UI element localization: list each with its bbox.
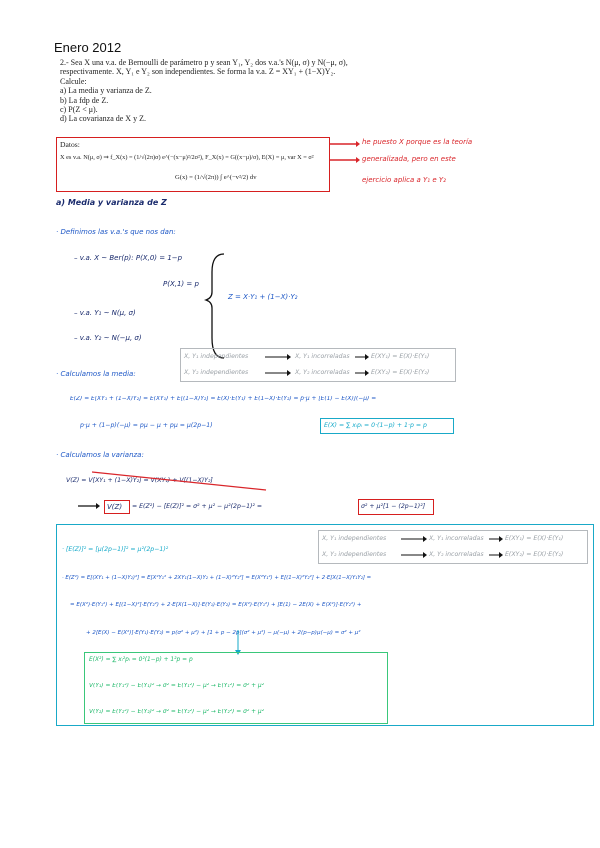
indep-text: X, Y₁ independientes <box>322 535 387 542</box>
def-y1: – v.a. Y₁ ~ N(μ, σ) <box>74 309 136 317</box>
incorr-text: X, Y₁ incorreladas <box>429 535 484 542</box>
arrow-icon <box>265 353 291 361</box>
def-y2: – v.a. Y₂ ~ N(−μ, σ) <box>74 334 142 342</box>
problem-statement <box>60 58 348 124</box>
expect-text: E(XY₁) = E(X)·E(Y₁) <box>505 535 564 542</box>
indep-text: X, Y₁ independientes <box>184 353 249 360</box>
ez2-line1: · E(Z²) = E[(XY₁ + (1−X)Y₂)²] = E[X²Y₁² + 2XY₁(1−X)Y₂ + (1−X)²Y₂²] = E(X²Y₁²) + E[(1−X)²Y₂²] + 2·E[X(1−X)Y₁Y₂] = <box>62 575 372 581</box>
ez-squared: · [E(Z)]² = [μ(2p−1)]² = μ²(2p−1)² <box>62 546 169 553</box>
var-line1: V(Z) = V[XY₁ + (1−X)Y₂] = V(XY₁) + V[(1−X)Y₂] <box>66 477 213 484</box>
section-a-heading: a) Media y varianza de Z <box>56 198 167 207</box>
statement-line: 2.- Sea X una v.a. de Bernoulli de parámetro p y sean Y₁, Y₂ dos v.a.'s N(μ, σ) y N(−μ, σ), <box>60 58 348 67</box>
incorr-text: X, Y₁ incorreladas <box>295 353 350 360</box>
independence-box-2 <box>318 530 588 564</box>
arrow-icon <box>265 369 291 377</box>
arrow-icon <box>489 551 503 559</box>
indep-text: X, Y₂ independientes <box>184 369 249 376</box>
var-line2: = E(Z²) − [E(Z)]² = σ² + μ² − μ²(2p−1)² = <box>132 503 263 510</box>
statement-line: Calcule: <box>60 76 87 86</box>
incorr-text: X, Y₂ incorreladas <box>429 551 484 558</box>
g-definition: G(x) = (1/√(2π)) ∫ e^(−v²/2) dv <box>175 174 257 181</box>
green-box <box>84 652 388 724</box>
independence-box <box>180 348 456 382</box>
media-equation: E(Z) = E[XY₁ + (1−X)Y₂] = E(XY₁) + E[(1−X)Y₂] = E(X)·E(Y₁) + E(1−X)·E(Y₂) = p·μ + [E(1) − E(X)](−μ) = <box>70 396 377 402</box>
ez2-line2: = E(X²)·E(Y₁²) + E[(1−X)²]·E(Y₂²) + 2·E[X(1−X)]·E(Y₁)·E(Y₂) = E(X²)·E(Y₁²) + [E(1) − 2E(X) + E(X²)]·E(Y₂²) + <box>70 602 362 608</box>
expect-text: E(XY₂) = E(X)·E(Y₂) <box>505 551 564 558</box>
definimos-heading: · Definimos las v.a.'s que nos dan: <box>56 228 176 236</box>
expect-text: E(XY₂) = E(X)·E(Y₂) <box>371 369 430 376</box>
ex2-line: E(X²) = ∑ xᵢ²pᵢ = 0²(1−p) + 1²p = p <box>89 657 193 663</box>
red-note-line: ejercicio aplica a Y₁ e Y₂ <box>362 176 446 184</box>
statement-line: a) La media y varianza de Z. <box>60 86 152 96</box>
media-heading: · Calculamos la media: <box>56 370 136 378</box>
page-title: Enero 2012 <box>54 40 122 55</box>
statement-line: d) La covarianza de X y Z. <box>60 114 146 124</box>
arrow-icon <box>401 551 427 559</box>
red-note-line: generalizada, pero en este <box>362 155 456 163</box>
arrow-icon <box>355 369 369 377</box>
varianza-heading: · Calculamos la varianza: <box>56 451 144 459</box>
indep-text: X, Y₂ independientes <box>322 551 387 558</box>
red-arrows <box>330 136 360 186</box>
statement-line: respectivamente. X, Y₁ e Y₂ son independientes. Se forma la v.a. Z = XY₁ + (1−X)Y₂. <box>60 67 336 77</box>
arrow-icon <box>401 535 427 543</box>
statement-line: b) La fdp de Z. <box>60 95 109 105</box>
brace <box>204 252 232 362</box>
expect-text: E(XY₁) = E(X)·E(Y₁) <box>371 353 430 360</box>
media-result: p·μ + (1−p)(−μ) = pμ − μ + pμ = μ(2p−1) <box>80 422 213 429</box>
arrow-icon <box>355 353 369 361</box>
def-x2: P(X,1) = p <box>163 280 199 288</box>
vy2-line: V(Y₂) = E(Y₂²) − E(Y₂)² → σ² = E(Y₂²) − μ² → E(Y₂²) = σ² + μ² <box>89 709 264 715</box>
var-result-box: σ² + μ²[1 − (2p−1)²] <box>358 499 434 515</box>
def-z: Z = X·Y₁ + (1−X)·Y₂ <box>228 293 298 301</box>
def-x: – v.a. X ~ Ber(p): P(X,0) = 1−p <box>74 254 183 262</box>
arrow-icon <box>78 500 102 512</box>
ez2-line3: + 2[E(X) − E(X²)]·E(Y₁)·E(Y₂) = p(σ² + μ²) + [1 + p − 2p](σ² + μ²) − μ(−μ) + 2(p−p)μ(−μ) = σ² + μ² <box>86 630 361 636</box>
datos-label: Datos: <box>60 140 80 149</box>
red-note-line: he puesto X porque es la teoría <box>362 138 473 146</box>
ex-box: E(X) = ∑ xᵢpᵢ = 0·(1−p) + 1·p = p <box>320 418 454 434</box>
datos-box <box>56 137 330 192</box>
incorr-text: X, Y₂ incorreladas <box>295 369 350 376</box>
strike-lines <box>92 470 268 492</box>
arrow-icon <box>489 535 503 543</box>
vy1-line: V(Y₁) = E(Y₁²) − E(Y₁)² → σ² = E(Y₁²) − μ² → E(Y₁²) = σ² + μ² <box>89 683 264 689</box>
datos-formula: X es v.a. N(μ, σ) ⇒ f_X(x) = (1/√(2π)σ) e^(−(x−μ)²/2σ²), F_X(x) = G((x−μ)/σ), E(X) = μ, var X = σ² <box>60 154 314 161</box>
vz-box: V(Z) <box>104 500 130 514</box>
statement-line: c) P(Z < μ). <box>60 105 98 115</box>
